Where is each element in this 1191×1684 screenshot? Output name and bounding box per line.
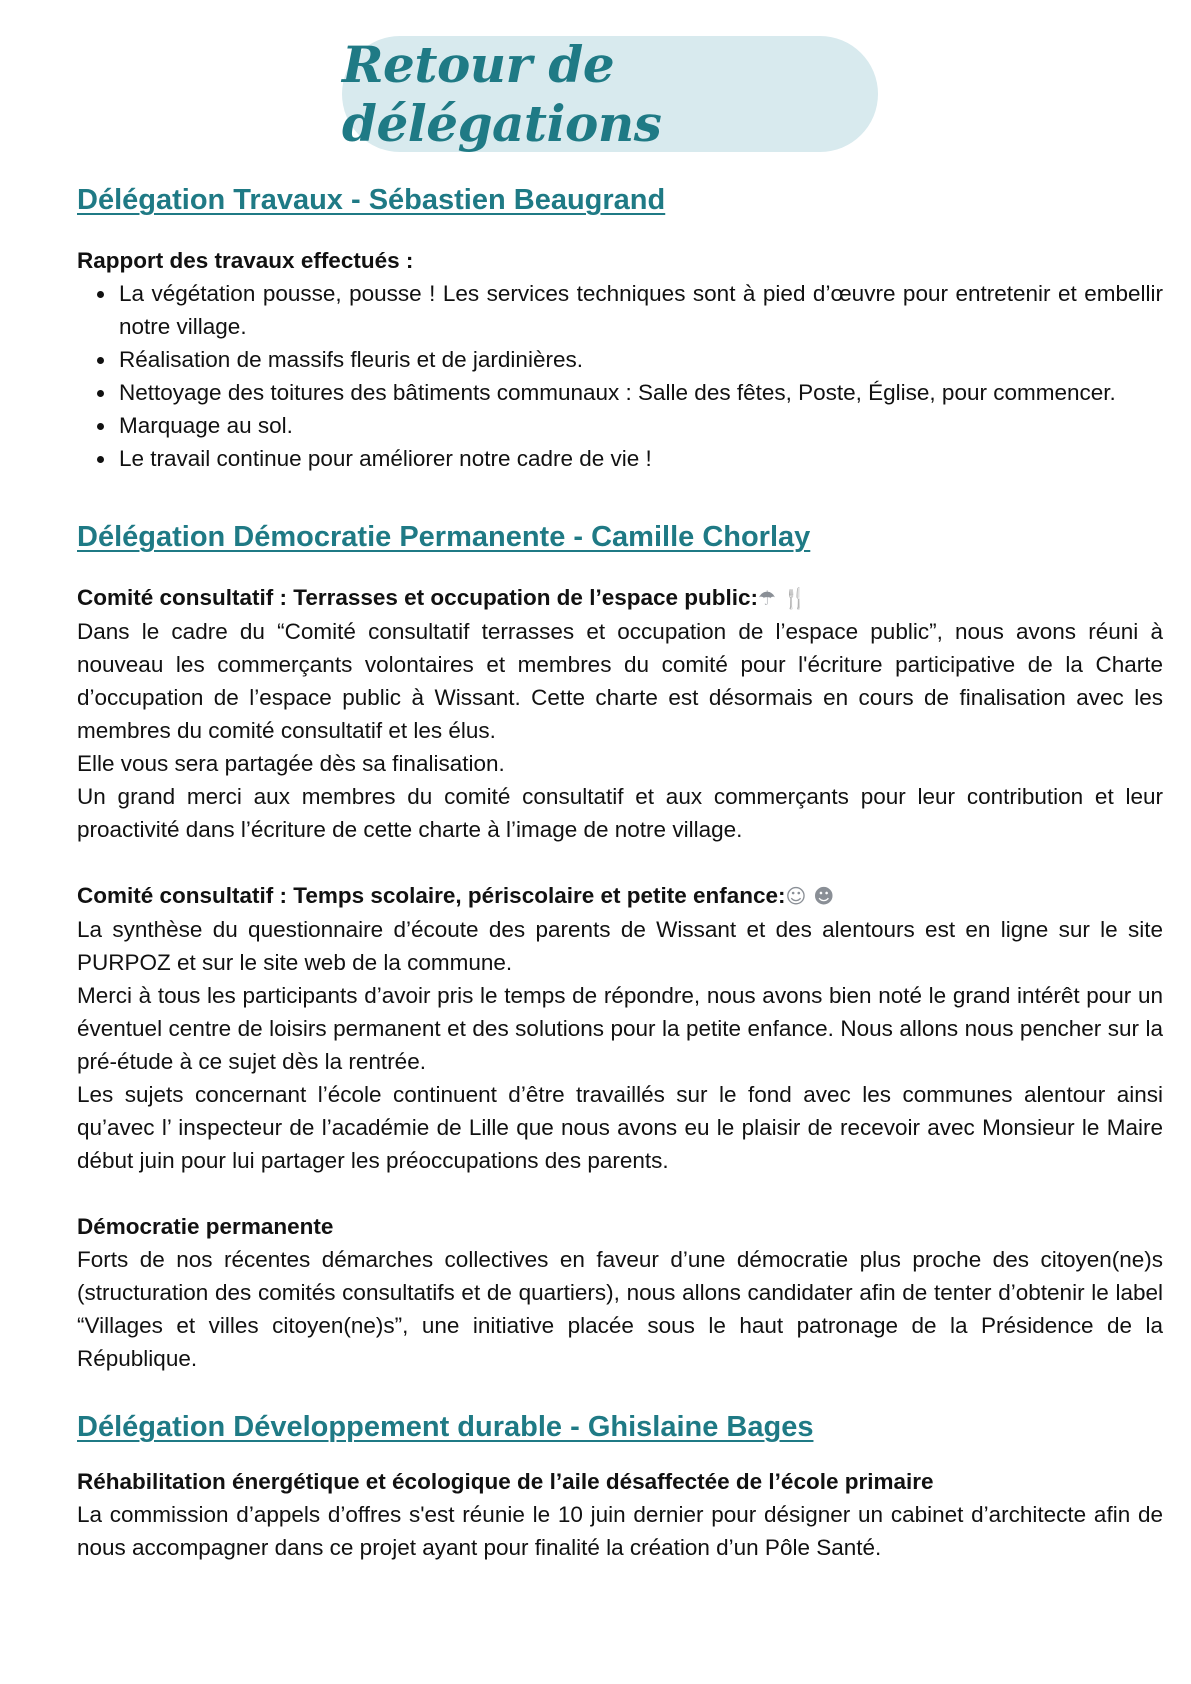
paragraph: Forts de nos récentes démarches collectives en faveur d’une démocratie plus proche des citoyen(ne)s (structuration des comités consultatifs et de quartiers), nous allons candidater afin de tenter d’obtenir le label “Villages et villes citoyen(ne)s”, une initiative placée sous le haut patronage de la Présidence de la République. (77, 1247, 1163, 1371)
paragraph: La synthèse du questionnaire d’écoute des parents de Wissant et des alentours est en ligne sur le site PURPOZ et sur le site web de la commune. (77, 917, 1163, 975)
baby-child-icon: ☺ ☻ (785, 884, 835, 908)
paragraph: Les sujets concernant l’école continuent d’être travaillés sur le fond avec les communes alentour ainsi qu’avec l’ inspecteur de l’académie de Lille que nous avons eu le plaisir de recevoir avec Monsieur le Maire début juin pour lui partager les préoccupations des parents. (77, 1082, 1163, 1173)
list-item: • Nettoyage des toitures des bâtiments communaux : Salle des fêtes, Poste, Église, pour commencer. (117, 376, 1163, 409)
list-item: • La végétation pousse, pousse ! Les services techniques sont à pied d’œuvre pour entretenir et embellir notre village. (117, 277, 1163, 343)
paragraph: Dans le cadre du “Comité consultatif terrasses et occupation de l’espace public”, nous avons réuni à nouveau les commerçants volontaires et membres du comité pour l'écriture participative de la Charte d’occupation de l’espace public à Wissant. Cette charte est désormais en cours de finalisation avec les membres du comité consultatif et les élus. (77, 619, 1163, 743)
list-item: • Réalisation de massifs fleuris et de jardinières. (117, 343, 1163, 376)
section-heading-travaux: Délégation Travaux - Sébastien Beaugrand (77, 184, 666, 216)
page-title: Retour de délégations (342, 35, 662, 153)
section-heading-developpement-durable: Délégation Développement durable - Ghislaine Bages (77, 1411, 814, 1443)
travaux-list (77, 277, 1163, 475)
list-item: • Marquage au sol. (117, 409, 1163, 442)
paragraph: La commission d’appels d’offres s'est réunie le 10 juin dernier pour désigner un cabinet d’architecte afin de nous accompagner dans ce projet ayant pour finalité la création d’un Pôle Santé. (77, 1502, 1163, 1560)
title-banner (342, 36, 878, 152)
subheading-rapport-travaux: Rapport des travaux effectués : (77, 248, 414, 273)
subheading-democratie-permanente: Démocratie permanente (77, 1214, 334, 1239)
subheading-terrasses-text: Comité consultatif : Terrasses et occupation de l’espace public: (77, 585, 758, 610)
document-body (77, 176, 1163, 1564)
parasol-cutlery-icon: ☂ 🍴 (758, 586, 808, 610)
paragraph: Elle vous sera partagée dès sa finalisation. (77, 751, 505, 776)
section-heading-democratie: Délégation Démocratie Permanente - Camille Chorlay (77, 521, 811, 553)
subheading-terrasses (77, 581, 1163, 615)
subheading-temps-scolaire (77, 879, 1163, 913)
subheading-temps-scolaire-text: Comité consultatif : Temps scolaire, périscolaire et petite enfance: (77, 883, 786, 908)
paragraph: Un grand merci aux membres du comité consultatif et aux commerçants pour leur contribution et leur proactivité dans l’écriture de cette charte à l’image de notre village. (77, 784, 1163, 842)
paragraph: Merci à tous les participants d’avoir pris le temps de répondre, nous avons bien noté le grand intérêt pour un éventuel centre de loisirs permanent et des solutions pour la petite enfance. Nous allons nous pencher sur la pré-étude à ce sujet dès la rentrée. (77, 983, 1163, 1074)
subheading-rehabilitation: Réhabilitation énergétique et écologique de l’aile désaffectée de l’école primaire (77, 1469, 934, 1494)
list-item: • Le travail continue pour améliorer notre cadre de vie ! (117, 442, 1163, 475)
